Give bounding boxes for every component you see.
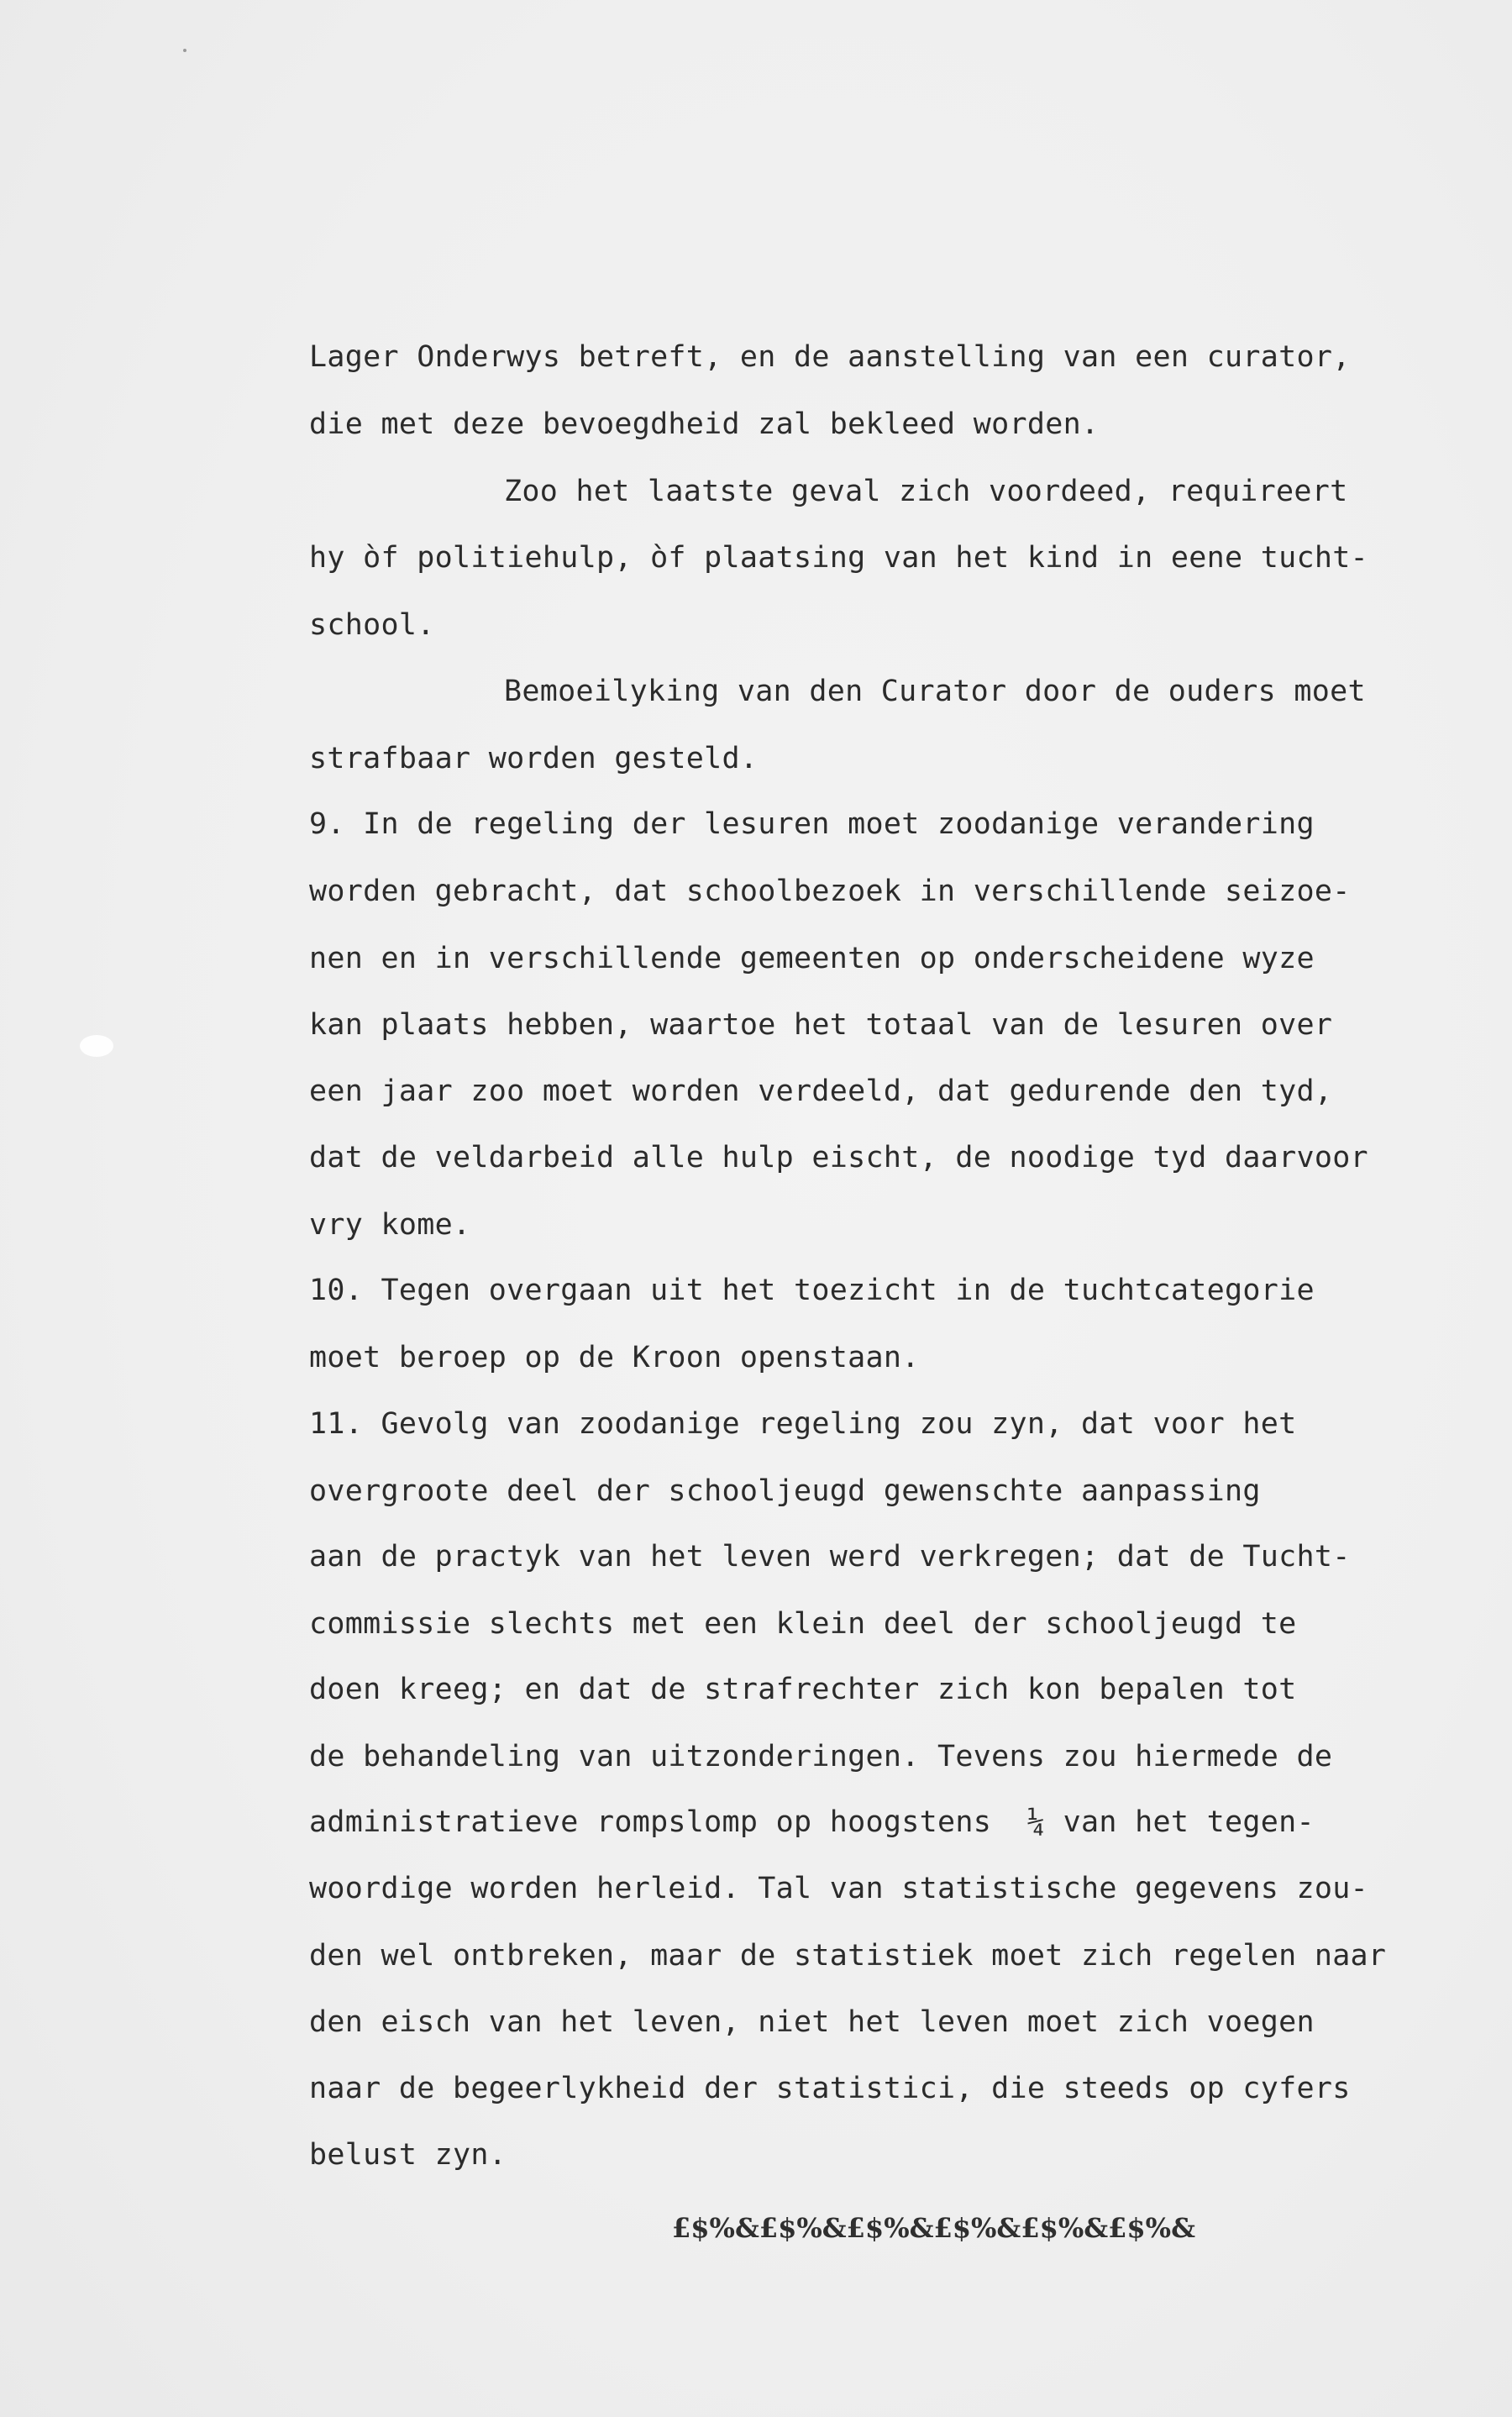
text-line-10: nen en in verschillende gemeenten op onderscheidene wyze: [309, 942, 1315, 975]
text-line-26: den eisch van het leven, niet het leven moet zich voegen: [309, 2005, 1315, 2039]
text-line-11: kan plaats hebben, waartoe het totaal van de lesuren over: [309, 1008, 1333, 1042]
text-line-22: de behandeling van uitzonderingen. Tevens zou hiermede de: [309, 1740, 1333, 1773]
closing-ornament: £$%&£$%&£$%&£$%&£$%&£$%&: [672, 2212, 1195, 2244]
text-line-17: 11. Gevolg van zoodanige regeling zou zyn, dat voor het: [309, 1407, 1297, 1441]
text-line-14: vry kome.: [309, 1208, 471, 1242]
text-line-2: die met deze bevoegdheid zal bekleed worden.: [309, 407, 1100, 441]
text-line-28: belust zyn.: [309, 2138, 507, 2172]
text-line-8: 9. In de regeling der lesuren moet zoodanige verandering: [309, 807, 1315, 841]
text-line-3: Zoo het laatste geval zich voordeed, requireert: [504, 475, 1348, 508]
text-line-15: 10. Tegen overgaan uit het toezicht in de tuchtcategorie: [309, 1274, 1315, 1307]
text-line-18: overgroote deel der schooljeugd gewenschte aanpassing: [309, 1474, 1261, 1508]
text-line-24: woordige worden herleid. Tal van statistische gegevens zou-: [309, 1872, 1368, 1905]
paper-speck: [183, 49, 186, 52]
text-line-12: een jaar zoo moet worden verdeeld, dat gedurende den tyd,: [309, 1075, 1333, 1108]
text-line-19: aan de practyk van het leven werd verkregen; dat de Tucht-: [309, 1540, 1351, 1574]
text-line-20: commissie slechts met een klein deel der schooljeugd te: [309, 1607, 1297, 1641]
text-line-21: doen kreeg; en dat de strafrechter zich kon bepalen tot: [309, 1673, 1297, 1706]
paper-stain: [80, 1035, 113, 1057]
text-line-5: school.: [309, 608, 435, 642]
text-line-25: den wel ontbreken, maar de statistiek moet zich regelen naar: [309, 1939, 1387, 1973]
text-line-23: administratieve rompslomp op hoogstens ¼ van het tegen-: [309, 1805, 1315, 1839]
text-line-4: hy òf politiehulp, òf plaatsing van het kind in eene tucht-: [309, 541, 1368, 575]
text-line-7: strafbaar worden gesteld.: [309, 742, 759, 775]
text-line-9: worden gebracht, dat schoolbezoek in verschillende seizoe-: [309, 875, 1351, 908]
text-line-13: dat de veldarbeid alle hulp eischt, de noodige tyd daarvoor: [309, 1141, 1368, 1174]
text-line-6: Bemoeilyking van den Curator door de ouders moet: [504, 675, 1366, 708]
text-line-1: Lager Onderwys betreft, en de aanstelling van een curator,: [309, 340, 1351, 374]
text-line-16: moet beroep op de Kroon openstaan.: [309, 1341, 920, 1374]
text-line-27: naar de begeerlykheid der statistici, die steeds op cyfers: [309, 2072, 1351, 2105]
